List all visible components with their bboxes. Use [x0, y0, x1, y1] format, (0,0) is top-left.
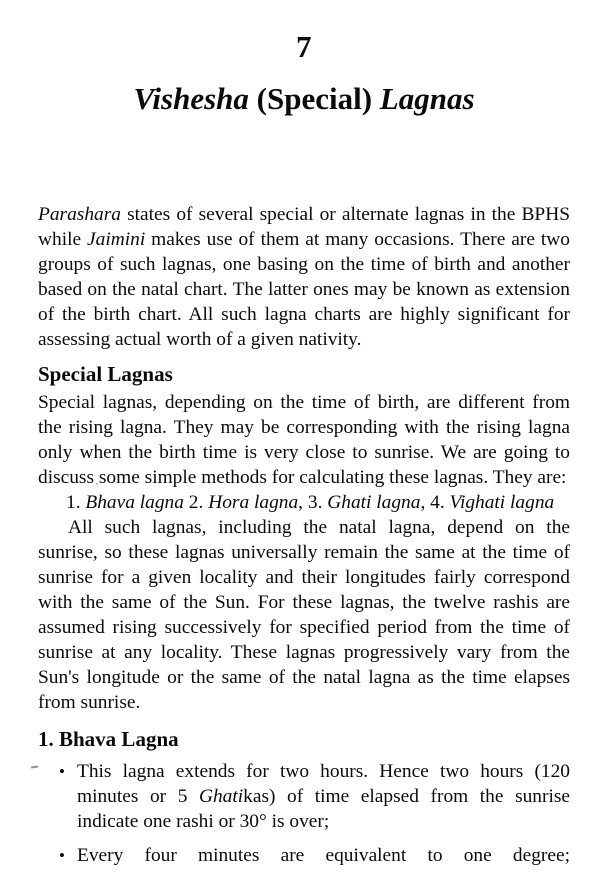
bullet-icon: • [59, 762, 65, 782]
lagna-number-4: 4. [430, 492, 450, 514]
bullet-icon: • [59, 846, 65, 866]
lagna-name-hora: Hora lagna [208, 492, 299, 514]
bullet-1-segment-1: This lagna extends for two hours. Hence two hours (120 minutes or 5 [77, 761, 570, 808]
page-content [38, 0, 570, 893]
lagna-enumeration-line [38, 490, 570, 515]
list-item [38, 759, 570, 834]
bullet-2-text: Every four minutes are equivalent to one degree; [77, 845, 570, 867]
scan-artifact-dash [31, 765, 38, 768]
intro-term-parashara: Parashara [38, 204, 121, 226]
special-lagnas-paragraph-2: All such lagnas, including the natal lagna, depend on the sunrise, so these lagnas universally remain the same at the time of sunrise for a given locality and their longitudes fairly correspond with the same of the Sun. For these lagnas, the twelve rashis are assumed rising successively for specified period from the time of sunrise at any locality. These lagnas progressively vary from the Sun's longitude or the same of the natal lagna as the time elapses from sunrise. [38, 517, 570, 714]
intro-text-segment-1: states of several special or alternate lagnas in the BPHS while [38, 204, 570, 251]
heading-bhava-lagna: 1. Bhava Lagna [38, 727, 179, 752]
special-lagnas-paragraph: Special lagnas, depending on the time of birth, are different from the rising lagna. They may be corresponding with the rising lagna only when the birth time is very close to sunrise. We are going to discuss some simple methods for calculating these lagnas. They are: [38, 392, 570, 489]
bhava-lagna-bullet-list [38, 755, 570, 893]
body-block [38, 116, 570, 893]
lagna-number-1: 1. [66, 492, 86, 514]
chapter-title-part-lagnas: Lagnas [379, 81, 475, 116]
bullet-1-term-ghati: Ghati [198, 786, 244, 808]
lagna-number-2: 2. [183, 492, 209, 514]
list-item [38, 843, 570, 893]
lagna-separator-3: , [420, 492, 431, 514]
lagna-number-3: 3. [307, 492, 328, 514]
bullet-1-segment-2: kas) of time elapsed from the sunrise indicate one rashi or 30° is over; [77, 786, 570, 833]
chapter-title-part-special: (Special) [256, 81, 373, 116]
lagna-name-ghati: Ghati lagna [327, 492, 421, 514]
intro-text-segment-2: makes use of them at many occasions. There are two groups of such lagnas, one basing on the time of birth and another based on the natal chart. The latter ones may be known as extension of the birth chart. All such lagna charts are highly significant for assessing actual worth of a given nativity. [38, 229, 570, 351]
lagna-separator-2: , [298, 492, 308, 514]
heading-special-lagnas: Special Lagnas [38, 362, 173, 387]
lagna-name-vighati: Vighati lagna [449, 492, 555, 514]
chapter-number: 7 [296, 29, 312, 64]
intro-term-jaimini: Jaimini [87, 229, 146, 251]
intro-paragraph [38, 202, 570, 352]
chapter-title-part-vishesha: Vishesha [133, 81, 249, 116]
chapter-title [38, 62, 570, 116]
lagna-name-bhava: Bhava lagna [85, 492, 184, 514]
